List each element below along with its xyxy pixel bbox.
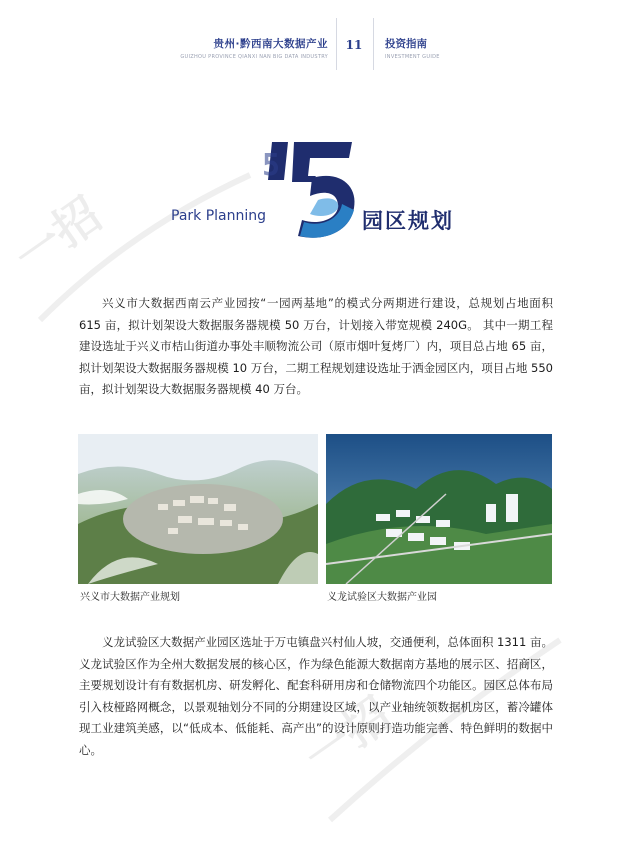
paragraph-2: 义龙试验区大数据产业园区选址于万屯镇盘兴村仙人坡，交通便利，总体面积 1311 亩。义龙试验区作为全州大数据发展的核心区，作为绿色能源大数据南方基地的展示区、招商区，主要规划设计有有数据机房、研发孵化、配套科研用房和仓储物流四个功能区。园区总体布局引入枝桠路网概念，以景观轴划分不同的分期建设区域，以产业轴统领数据机房区，蓄冷罐体现工业建筑美感，以“低成本、低能耗、高产出”的设计原则打造功能完善、特色鲜明的数据中心。 xyxy=(79,635,553,757)
section-title-en: Park Planning xyxy=(171,208,267,224)
watermark-text-2: 一招 xyxy=(294,686,401,784)
photo-caption-1: 兴义市大数据产业规划 xyxy=(80,592,180,603)
photo-yilong-big-data-park xyxy=(326,434,552,584)
section-number-graphic xyxy=(254,130,366,250)
header-right-subtitle: INVESTMENT GUIDE xyxy=(385,54,440,60)
photo-xingyi-big-data-plan xyxy=(78,434,318,584)
photo-caption-2: 义龙试验区大数据产业园 xyxy=(327,592,437,603)
header-left-subtitle: GUIZHOU PROVINCE QIANXI NAN BIG DATA INDUSTRY xyxy=(180,54,328,60)
section-number: 5 xyxy=(262,148,281,183)
watermark-text: 一招 xyxy=(4,186,111,284)
paragraph-1: 兴义市大数据西南云产业园按“一园两基地”的模式分两期进行建设，总规划占地面积 615 亩，拟计划架设大数据服务器规模 50 万台，计划接入带宽规模 240G。 其中一期工程建设选址于兴义市桔山街道办事处丰顺物流公司（原市烟叶复烤厂）内，项目总占地 65 亩，拟计划架设大数据服务器规模 10 万台，二期工程规划建设选址于洒金园区内，项目占地 550 亩，拟计划架设大数据服务器规模 40 万台。 xyxy=(79,296,553,396)
page-number: 11 xyxy=(345,38,363,52)
header-right-title: 投资指南 xyxy=(385,38,427,50)
section-title-cn: 园区规划 xyxy=(362,208,454,233)
header-left-title: 贵州·黔西南大数据产业 xyxy=(213,38,328,50)
